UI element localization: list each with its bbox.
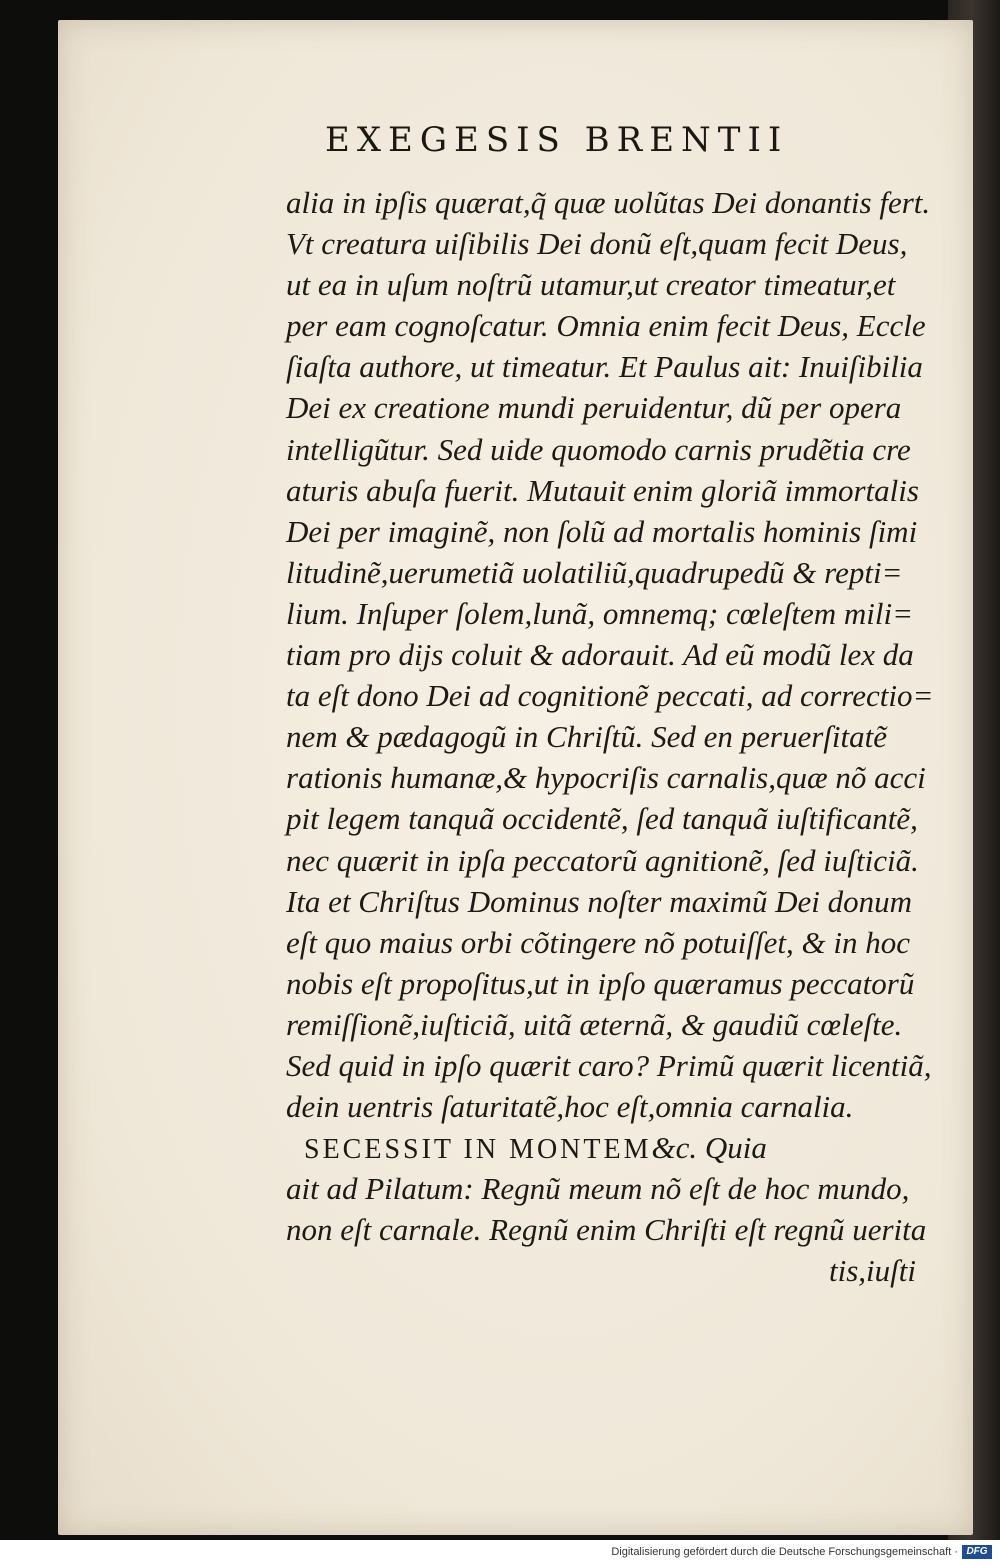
text-line: per eam cognoſcatur. Omnia enim fecit Deus, Eccle [286,308,926,344]
text-line: nec quærit in ipſa peccatorũ agnitionẽ, ſed iuſticiã. [286,842,919,878]
text-line: dein uentris ſaturitatẽ,hoc eſt,omnia carnalia. [286,1089,854,1125]
text-line: rationis humanæ,& hypocriſis carnalis,quæ nõ acci [286,760,926,796]
section-heading-line [286,1127,926,1168]
text-line: aturis abuſa fuerit. Mutauit enim gloriã immortalis [286,472,919,508]
text-line: Ita et Chriſtus Dominus noſter maximũ Dei donum [286,883,912,919]
section-heading-caps: SECESSIT IN MONTEM [304,1134,652,1166]
text-line: ut ea in uſum noſtrũ utamur,ut creator timeatur,et [286,267,896,303]
text-line: nem & pædagogũ in Chriſtũ. Sed en peruerſitatẽ [286,719,888,755]
text-line: eſt quo maius orbi cõtingere nõ potuiſſet, & in hoc [286,924,910,960]
digitization-footer [0,1540,1000,1565]
section-heading-rest: &c. Quia [651,1130,767,1166]
dfg-logo: DFG [962,1545,992,1559]
text-line: pit legem tanquã occidentẽ, ſed tanquã iuſtificantẽ, [286,801,918,837]
text-line: ſiaſta authore, ut timeatur. Et Paulus ait: Inuiſibilia [286,349,923,385]
text-line: alia in ipſis quærat,q̃ quæ uolũtas Dei donantis fert. [286,185,931,220]
text-line: tiam pro dijs coluit & adorauit. Ad eũ modũ lex da [286,637,914,673]
body-text [286,182,934,1292]
text-line: ait ad Pilatum: Regnũ meum nõ eſt de hoc mundo, [286,1171,910,1207]
text-line: non eſt carnale. Regnũ enim Chriſti eſt regnũ uerita [286,1212,927,1248]
text-line: intelligũtur. Sed uide quomodo carnis prudẽtia cre [286,431,911,467]
text-line: litudinẽ,uerumetiã uolatiliũ,quadrupedũ & repti= [286,554,903,590]
funding-credit: Digitalisierung gefördert durch die Deutsche Forschungsgemeinschaft · [611,1546,958,1558]
running-title: EXEGESIS BRENTII [325,120,789,160]
text-line: Sed quid in ipſo quærit caro? Primũ quærit licentiã, [286,1047,932,1083]
text-line: remiſſionẽ,iuſticiã, uitã æternã, & gaudiũ cœleſte. [286,1006,903,1042]
catchword: tis,iuſti [829,1253,916,1289]
text-line: Vt creatura uiſibilis Dei donũ eſt,quam fecit Deus, [286,226,908,262]
text-line: Dei per imaginẽ, non ſolũ ad mortalis hominis ſimi [286,513,918,549]
text-line: lium. Inſuper ſolem,lunã, omnemq; cœleſtem mili= [286,595,914,631]
text-line: nobis eſt propoſitus,ut in ipſo quæramus peccatorũ [286,965,915,1001]
text-line: ta eſt dono Dei ad cognitionẽ peccati, ad correctio= [286,678,934,714]
text-line: Dei ex creatione mundi peruidentur, dũ per opera [286,390,902,426]
